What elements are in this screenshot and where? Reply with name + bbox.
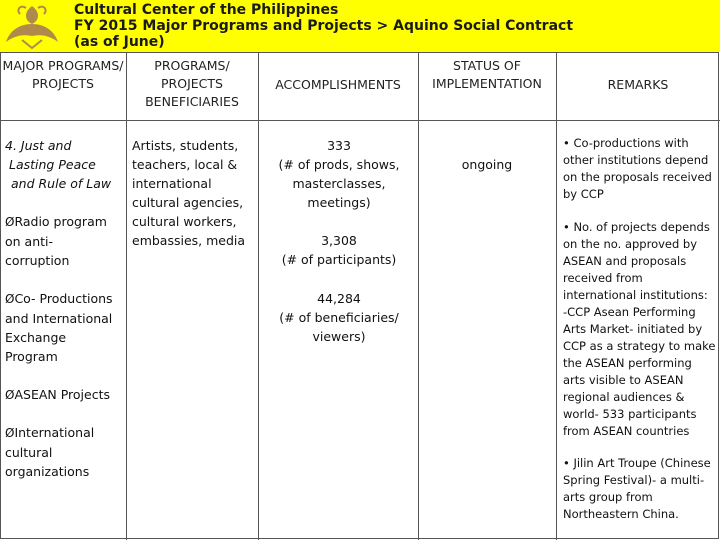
remark-item: • Co-productions with other institutions depend on the proposals received by CCP bbox=[563, 136, 712, 201]
header-banner bbox=[0, 0, 720, 52]
remark-item: • No. of projects depends on the no. approved by ASEAN and proposals received from international institutions: -CCP Asean Performing Arts Market- initiated by CCP as a strategy to make the ASEAN performing arts visible to ASEAN regional audiences & world- 533 participants from ASEAN countries bbox=[563, 220, 716, 438]
title-line-1: Cultural Center of the Philippines bbox=[74, 2, 339, 18]
list-item: ØCo- Productions and International Exchange Program bbox=[5, 291, 113, 364]
remark-item: • Jilin Art Troupe (Chinese Spring Festival)- a multi- arts group from Northeastern China. bbox=[563, 456, 711, 521]
col-header-remarks: REMARKS bbox=[607, 77, 669, 92]
col-divider-4 bbox=[556, 52, 557, 540]
arrow-bullet-icon: Ø bbox=[5, 426, 15, 440]
title-line-3: (as of June) bbox=[74, 34, 165, 50]
major-program-title bbox=[5, 136, 125, 193]
title-line-2: FY 2015 Major Programs and Projects > Aquino Social Contract bbox=[74, 18, 574, 34]
major-title-line: 4. Just and bbox=[5, 138, 72, 153]
major-title-line: and Rule of Law bbox=[11, 176, 112, 191]
arrow-bullet-icon: Ø bbox=[5, 292, 15, 306]
col-header-beneficiaries: PROGRAMS/ PROJECTS BENEFICIARIES bbox=[145, 58, 239, 109]
list-item: ØASEAN Projects bbox=[5, 387, 110, 402]
major-title-line: Lasting Peace bbox=[9, 157, 96, 172]
arrow-bullet-icon: Ø bbox=[5, 388, 15, 402]
ccp-logo-icon bbox=[2, 2, 62, 50]
col-header-accomplishments: ACCOMPLISHMENTS bbox=[275, 77, 401, 92]
page-title bbox=[74, 2, 573, 50]
accomplishment-item: 333 (# of prods, shows, masterclasses, meetings) bbox=[278, 138, 400, 210]
accomplishment-item: 44,284 (# of beneficiaries/ viewers) bbox=[279, 291, 399, 344]
col-header-status: STATUS OF IMPLEMENTATION bbox=[432, 58, 542, 91]
beneficiaries-cell: Artists, students, teachers, local & international cultural agencies, cultural workers, embassies, media bbox=[132, 138, 246, 248]
list-item: ØInternational cultural organizations bbox=[5, 425, 95, 479]
col-header-major: MAJOR PROGRAMS/ PROJECTS bbox=[2, 58, 124, 91]
accomplishment-item: 3,308 (# of participants) bbox=[281, 233, 397, 267]
header-row-divider bbox=[0, 120, 720, 121]
list-item: ØRadio program on anti- corruption bbox=[5, 214, 107, 268]
arrow-bullet-icon: Ø bbox=[5, 215, 15, 229]
status-text: ongoing bbox=[461, 157, 513, 172]
